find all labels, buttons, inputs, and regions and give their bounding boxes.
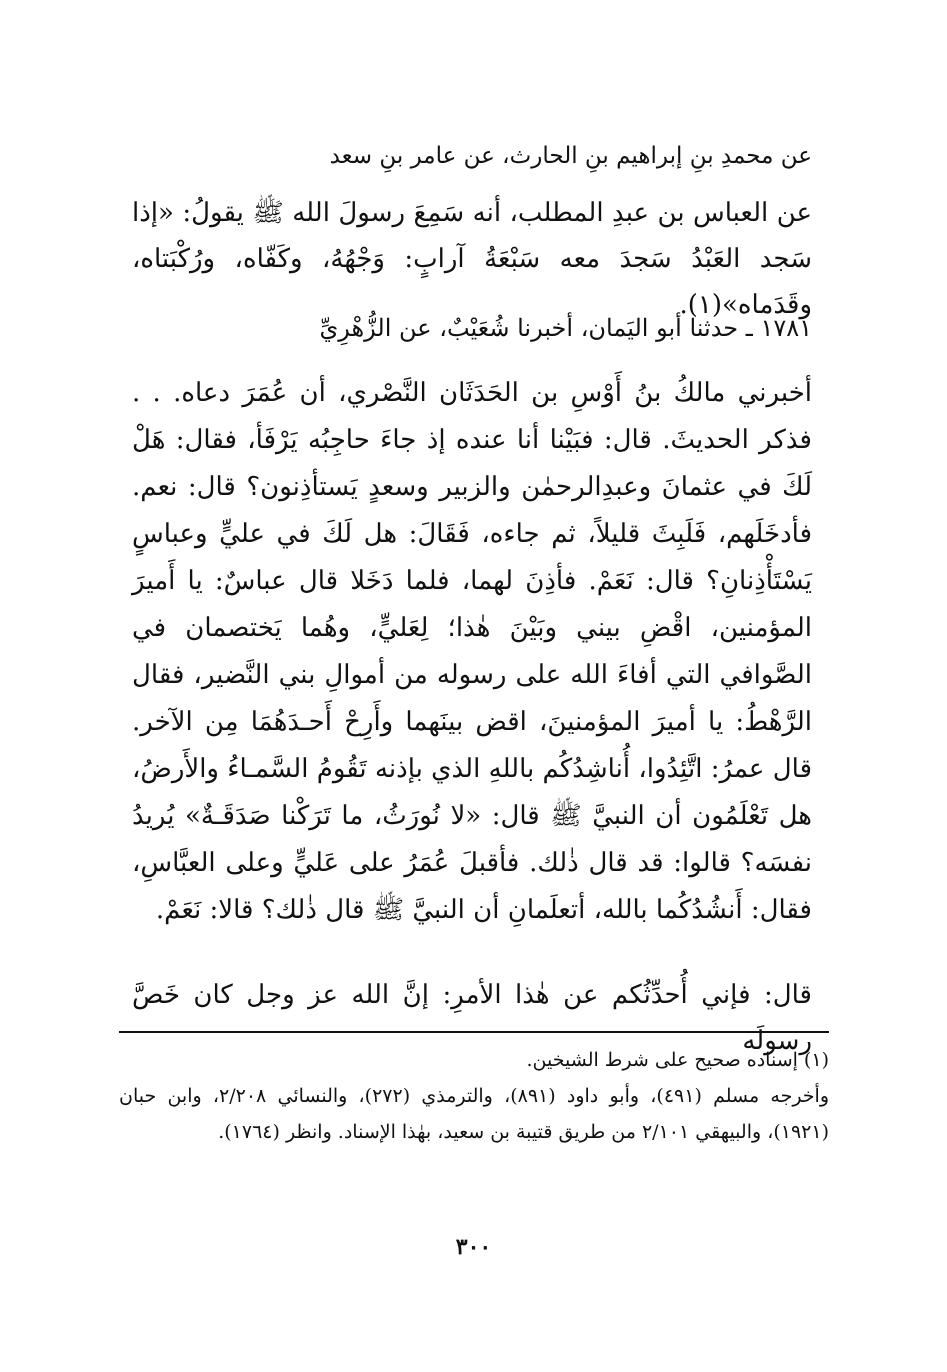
footnote-1: (١) إسناده صحيح على شرط الشيخين. [526, 1049, 829, 1071]
footnote-divider [119, 1031, 829, 1033]
page-number: ٣٠٠ [455, 1234, 492, 1260]
hadith-1781-block [132, 370, 812, 934]
hadith-1781-number-line: ١٧٨١ ـ حدثنا أبو اليَمان، أخبرنا شُعَيْبٌ، عن الزُّهْرِيِّ [319, 314, 812, 342]
hadith-1780-text: عن العباس بن عبدِ المطلب، أنه سَمِعَ رسولَ الله ﷺ يقولُ: «إذا سَجد العَبْدُ سَجدَ معه سَبْعَةُ آرابٍ: وَجْهُهُ، وكَفّاه، ورُكْبَتاه، وقَدَماه»(١). [132, 198, 812, 320]
footnotes [119, 1042, 829, 1150]
hadith-1781-body: أخبرني مالكُ بنُ أَوْسِ بن الحَدَثَان النَّصْري، أن عُمَرَ دعاه. . . فذكر الحديثَ. قال: فبَيْنا أنا عنده إذ جاءَ حاجِبُه يَرْفَأ، فقال: هَلْ لَكَ في عثمانَ وعبدِالرحمٰن والزبير وسعدٍ يَستأذِنون؟ قال: نعم. فأدخَلَهم، فَلَبِثَ قليلاً، ثم جاءه، فَقَالَ: هل لَكَ في عليٍّ وعباسٍ يَسْتَأْذِنانِ؟ قال: نَعَمْ. فأذِنَ لهما، فلما دَخَلا قال عباسٌ: يا أَميرَ المؤمنين، اقْضِ بيني وبَيْنَ هٰذا؛ لِعَليٍّ، وهُما يَختصمان في الصَّوافي التي أفاءَ الله على رسوله من أموالِ بني النَّضير، فقال الرَّهْطُ: يا أميرَ المؤمنينَ، اقض بينَهما وأَرِحْ أَحـدَهُمَا مِن الآخر. قال عمرُ: اتَّئِدُوا، أُناشِدُكُم باللهِ الذي بإذنه تَقُومُ السَّمـاءُ والأَرضُ، هل تَعْلَمُون أن النبيَّ ﷺ قال: «لا نُورَثُ، ما تَرَكْنا صَدَقَـةٌ» يُريدُ نفسَه؟ قالوا: قد قال ذٰلك. فأقبلَ عُمَرُ على عَليٍّ وعلى العبَّاسِ، فقال: أَنشُدُكُما بالله، أتعلَمانِ أن النبيَّ ﷺ قال ذٰلك؟ قالا: نَعَمْ. [132, 378, 812, 925]
isnad-header-line: عن محمدِ بنِ إبراهيم بنِ الحارث، عن عامر بنِ سعد [329, 143, 812, 169]
footnote-1-references: وأخرجه مسلم (٤٩١)، وأبو داود (٨٩١)، والترمذي (٢٧٢)، والنسائي ٢/٢٠٨، وابن حبان (١٩٢١)، والبيهقي ٢/١٠١ من طريق قتيبة بن سعيد، بهٰذا الإسناد. وانظر (١٧٦٤). [119, 1085, 829, 1143]
hadith-1781-continuation: قال: فإني أُحدِّثُكم عن هٰذا الأمرِ: إنَّ الله عز وجل كان خَصَّ رسولَه [132, 980, 812, 1056]
